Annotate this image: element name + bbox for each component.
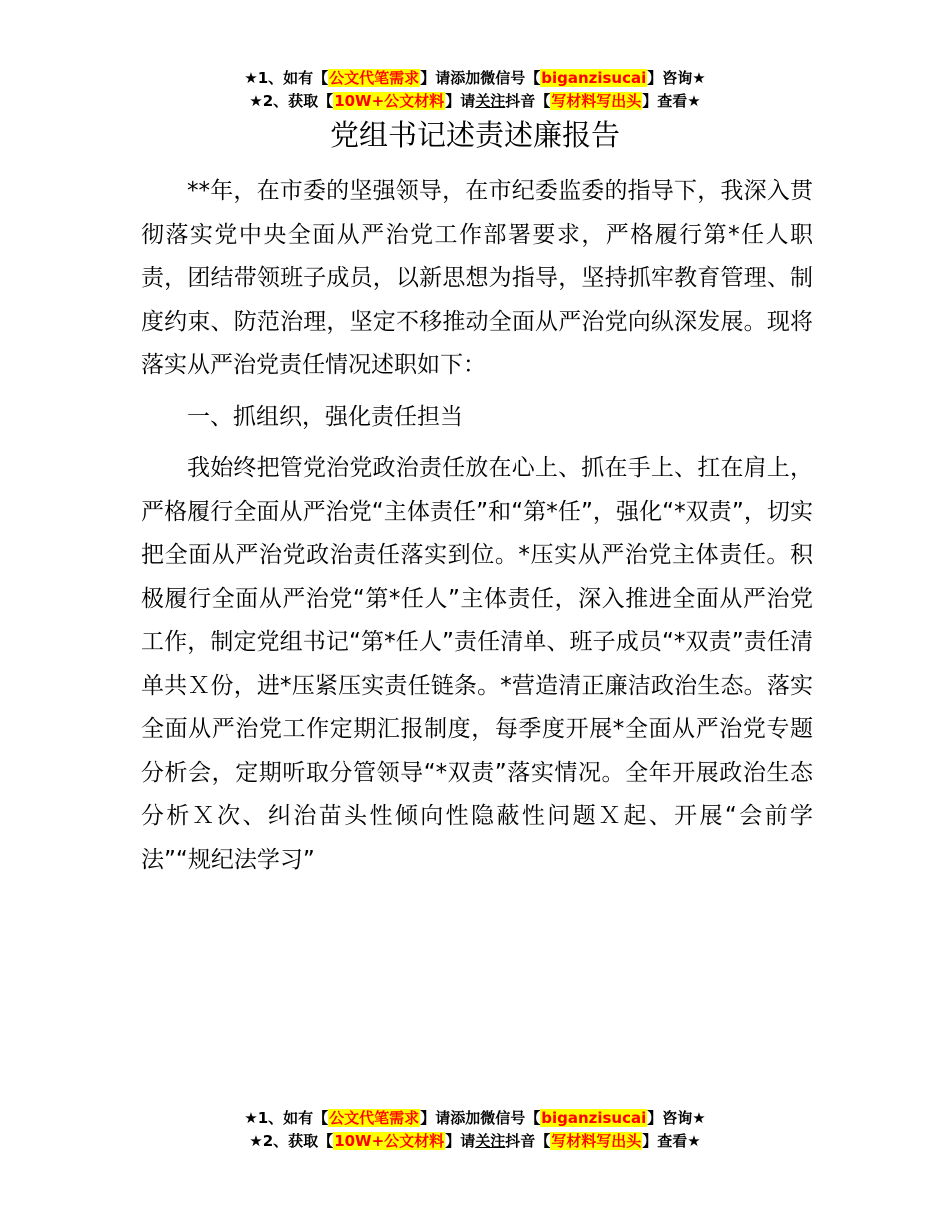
footer-ad-highlight-ghostwriting: 公文代笔需求 (329, 1109, 420, 1127)
header-ad-line-2-prefix: ★2、获取【 (249, 92, 334, 110)
body-paragraph: 我始终把管党治党政治责任放在心上、抓在手上、扛在肩上，严格履行全面从严治党“主体责任”和“第*任”，强化“*双责”，切实把全面从严治党政治责任落实到位。*压实从严治党主体责任。积极履行全面从严治党“第*任人”主体责任，深入推进全面从严治党工作，制定党组书记“第*任人”责任清单、班子成员“*双责”责任清单共Ｘ份，进*压紧压实责任链条。*营造清正廉洁政治生态。落实全面从严治党工作定期汇报制度，每季度开展*全面从严治党专题分析会，定期听取分管领导“*双责”落实情况。全年开展政治生态分析Ｘ次、纠治苗头性倾向性隐蔽性问题Ｘ起、开展“会前学法”“规纪法学习” (141, 455, 813, 873)
footer-ad-line-1-prefix: ★1、如有【 (244, 1109, 329, 1127)
section-heading: 一、抓组织，强化责任担当 (187, 403, 463, 430)
footer-ad-banner (0, 1107, 950, 1153)
footer-ad-underlined-follow: 关注 (475, 1132, 506, 1150)
header-ad-line-2-mid2: 抖音【 (505, 92, 551, 110)
header-ad-highlight-douyin: 写材料写出头 (551, 92, 642, 110)
header-ad-line-1-mid: 】请添加微信号【 (420, 69, 541, 87)
document-body (141, 170, 813, 890)
header-ad-line-1 (0, 67, 950, 90)
header-ad-highlight-wechat-id: biganzisucai (541, 69, 647, 87)
header-ad-line-2 (0, 90, 950, 113)
header-ad-line-1-suffix: 】咨询★ (647, 69, 706, 87)
intro-paragraph: **年，在市委的坚强领导，在市纪委监委的指导下，我深入贯彻落实党中央全面从严治党工作部署要求，严格履行第*任人职责，团结带领班子成员，以新思想为指导，坚持抓牢教育管理、制度约束、防范治理，坚定不移推动全面从严治党向纵深发展。现将落实从严治党责任情况述职如下： (141, 178, 813, 378)
footer-ad-line-2 (0, 1130, 950, 1153)
document-title: 党组书记述责述廉报告 (329, 118, 620, 152)
footer-ad-line-1 (0, 1107, 950, 1130)
header-ad-line-1-prefix: ★1、如有【 (244, 69, 329, 87)
footer-ad-line-2-mid2: 抖音【 (505, 1132, 551, 1150)
header-ad-line-2-suffix: 】查看★ (642, 92, 701, 110)
header-ad-line-2-mid1: 】请 (445, 92, 476, 110)
header-ad-underlined-follow: 关注 (475, 92, 506, 110)
footer-ad-line-1-suffix: 】咨询★ (647, 1109, 706, 1127)
footer-ad-line-2-suffix: 】查看★ (642, 1132, 701, 1150)
footer-ad-highlight-materials: 10W+公文材料 (334, 1132, 445, 1150)
footer-ad-line-1-mid: 】请添加微信号【 (420, 1109, 541, 1127)
footer-ad-line-2-mid1: 】请 (445, 1132, 476, 1150)
header-ad-highlight-materials: 10W+公文材料 (334, 92, 445, 110)
header-ad-banner (0, 67, 950, 113)
footer-ad-highlight-douyin: 写材料写出头 (551, 1132, 642, 1150)
footer-ad-highlight-wechat-id: biganzisucai (541, 1109, 647, 1127)
footer-ad-line-2-prefix: ★2、获取【 (249, 1132, 334, 1150)
header-ad-highlight-ghostwriting: 公文代笔需求 (329, 69, 420, 87)
